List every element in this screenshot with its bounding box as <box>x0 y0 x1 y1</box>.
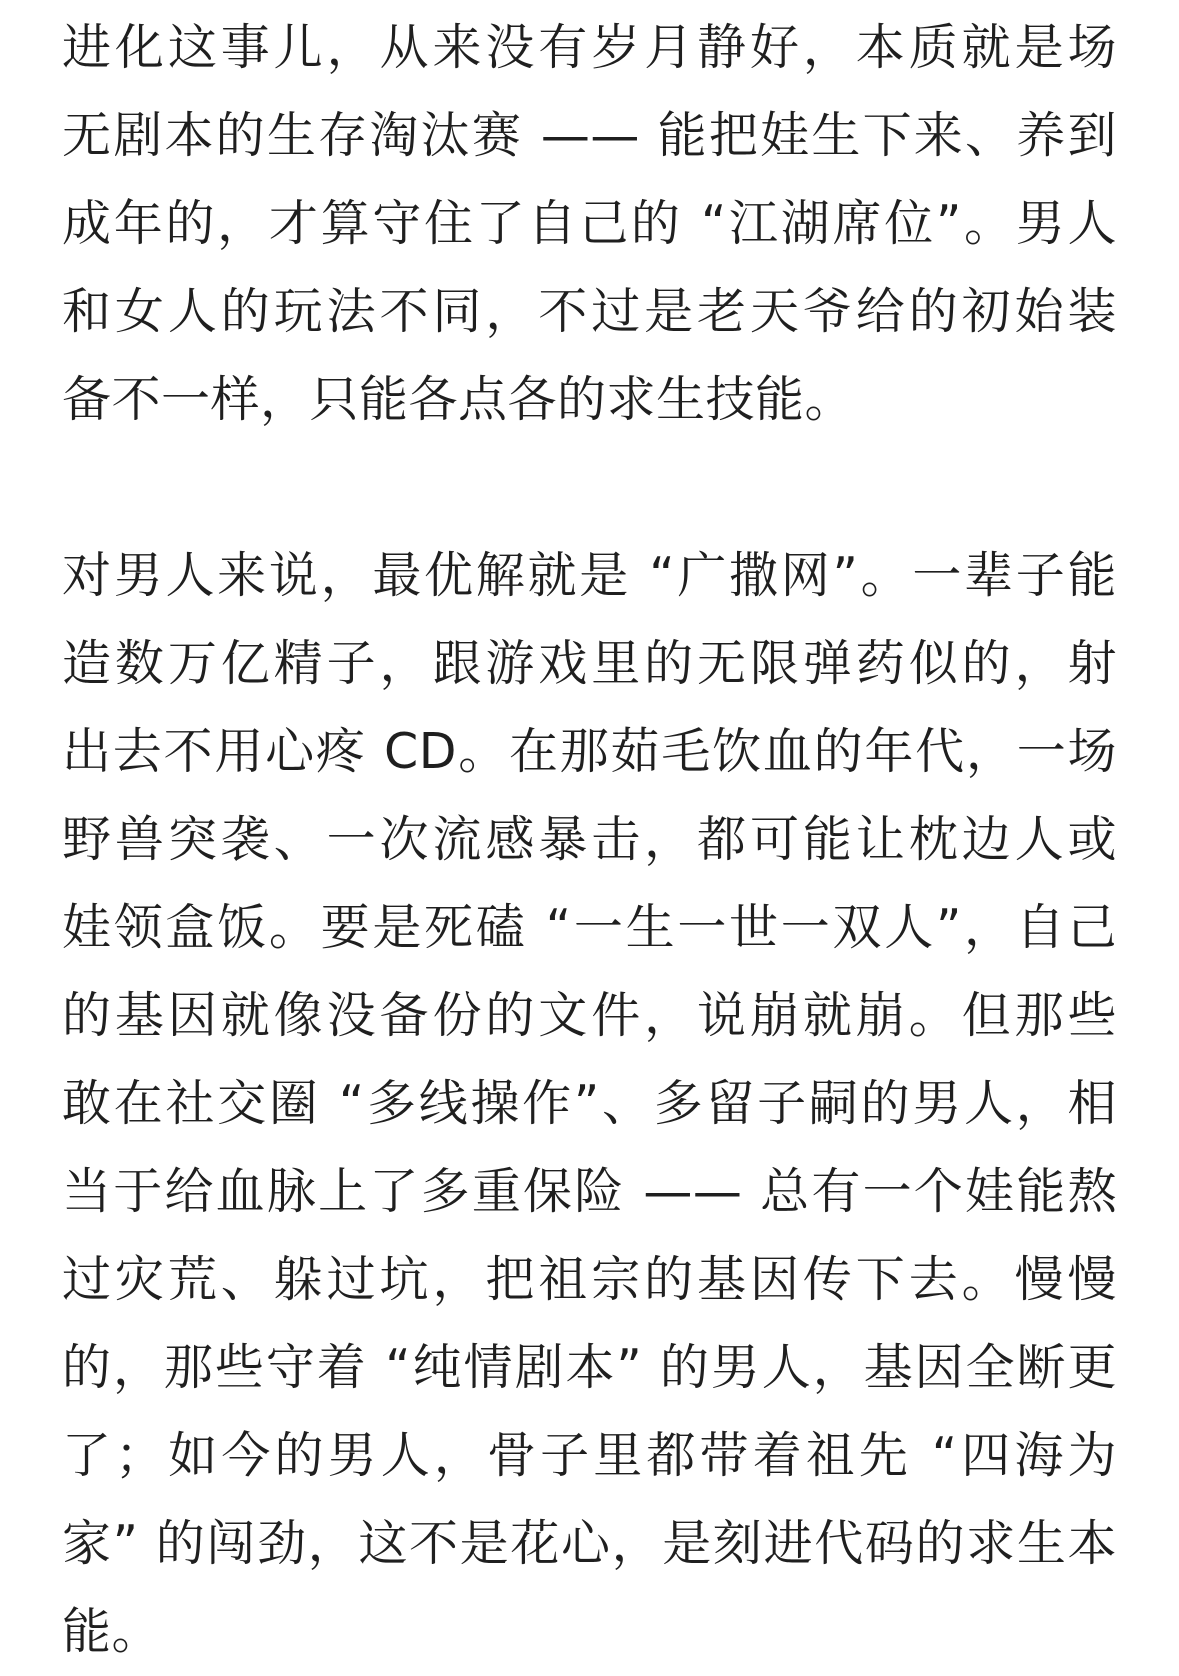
paragraph-2 <box>62 532 1117 1676</box>
text-line: 敢在社交圈 “多线操作”、多留子嗣的男人，相 <box>62 1075 1117 1132</box>
text-line: 过灾荒、躲过坑，把祖宗的基因传下去。慢慢 <box>62 1251 1117 1308</box>
text-line: 了；如今的男人，骨子里都带着祖先 “四海为 <box>62 1427 1117 1484</box>
paragraph-1 <box>62 4 1117 444</box>
text-line: 成年的，才算守住了自己的 “江湖席位”。男人 <box>62 195 1117 252</box>
text-line: 进化这事儿，从来没有岁月静好，本质就是场 <box>62 19 1117 76</box>
paragraph-spacer <box>62 444 1117 532</box>
text-line: 娃领盒饭。要是死磕 “一生一世一双人”，自己 <box>62 899 1117 956</box>
article-body <box>62 0 1117 1676</box>
text-line: 家” 的闯劲，这不是花心，是刻进代码的求生本 <box>62 1515 1117 1572</box>
text-line: 的，那些守着 “纯情剧本” 的男人，基因全断更 <box>62 1339 1117 1396</box>
text-line: 当于给血脉上了多重保险 —— 总有一个娃能熬 <box>62 1163 1117 1220</box>
text-line: 出去不用心疼 CD。在那茹毛饮血的年代，一场 <box>62 723 1117 780</box>
text-line: 备不一样，只能各点各的求生技能。 <box>62 371 855 428</box>
text-line: 无剧本的生存淘汰赛 —— 能把娃生下来、养到 <box>62 107 1117 164</box>
text-line: 能。 <box>62 1603 162 1660</box>
text-line: 对男人来说，最优解就是 “广撒网”。一辈子能 <box>62 547 1117 604</box>
text-line: 和女人的玩法不同，不过是老天爷给的初始装 <box>62 283 1117 340</box>
text-line: 造数万亿精子，跟游戏里的无限弹药似的，射 <box>62 635 1117 692</box>
text-line: 的基因就像没备份的文件，说崩就崩。但那些 <box>62 987 1117 1044</box>
text-line: 野兽突袭、一次流感暴击，都可能让枕边人或 <box>62 811 1117 868</box>
